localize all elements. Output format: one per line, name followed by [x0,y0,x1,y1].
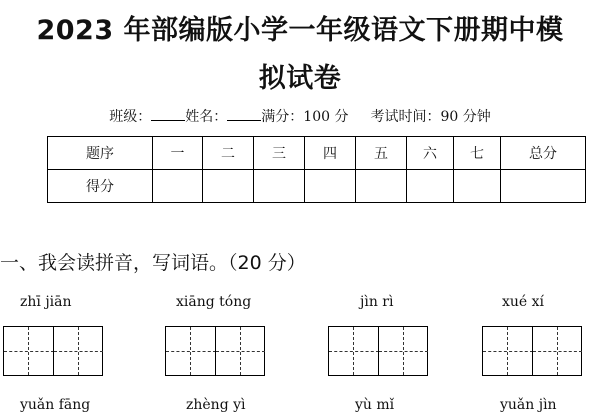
score-table-score-row [48,170,586,203]
header-cell: 一 [153,137,203,170]
writing-grid[interactable] [328,326,428,376]
header-cell: 五 [356,137,407,170]
score-cell[interactable] [153,170,203,203]
writing-grid[interactable] [3,326,103,376]
header-cell: 三 [254,137,305,170]
header-cell: 题序 [48,137,153,170]
score-cell[interactable] [501,170,586,203]
name-blank [227,108,261,121]
section1-heading: 一、我会读拼音，写词语。（20 分） [0,252,306,274]
exam-title-line2: 拟试卷 [258,63,342,94]
exam-time: 考试时间：90 分钟 [370,109,491,125]
score-cell[interactable] [254,170,305,203]
score-cell[interactable] [454,170,501,203]
exam-title-line1: 2023 年部编版小学一年级语文下册期中模 [36,15,564,46]
score-cell[interactable] [305,170,356,203]
score-table [47,136,586,203]
pinyin-label: yuǎn fāng [20,397,91,413]
pinyin-label: jìn rì [360,294,394,310]
header-cell: 总分 [501,137,586,170]
pinyin-label: yù mǐ [355,397,395,413]
writing-grid[interactable] [165,326,265,376]
pinyin-label: xiāng tóng [176,294,252,310]
score-cell[interactable] [203,170,254,203]
header-cell: 二 [203,137,254,170]
writing-grid[interactable] [482,326,582,376]
pinyin-label: zhèng yì [186,397,246,413]
class-blank [151,108,185,121]
header-cell: 七 [454,137,501,170]
name-label: 姓名： [185,109,228,125]
pinyin-label: xué xí [502,294,545,310]
score-table-header-row [48,137,586,170]
header-cell: 四 [305,137,356,170]
score-cell[interactable] [407,170,454,203]
full-score: 满分：100 分 [261,109,349,125]
pinyin-label: zhī jiān [20,294,72,310]
class-label: 班级： [109,109,152,125]
score-cell[interactable] [356,170,407,203]
score-row-label: 得分 [48,170,153,203]
pinyin-label: yuǎn jìn [500,397,557,413]
exam-meta [0,106,600,126]
header-cell: 六 [407,137,454,170]
